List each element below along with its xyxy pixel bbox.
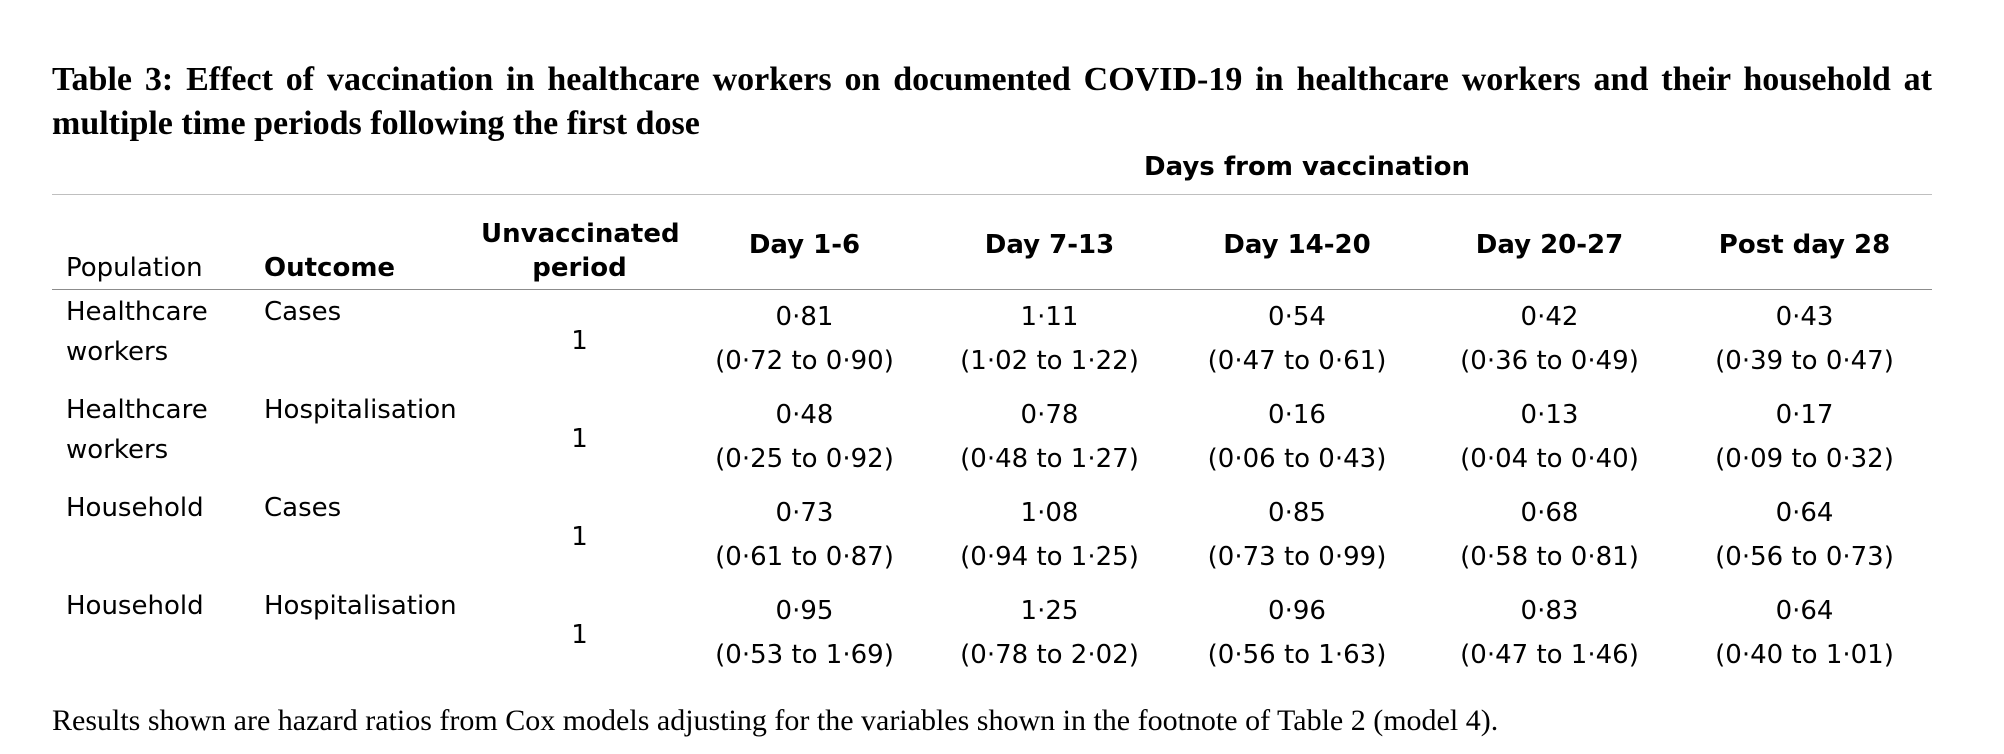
hazard-ratio: 0·43	[1775, 302, 1834, 332]
table-row	[52, 388, 1932, 486]
value-cell	[682, 486, 927, 584]
hazard-ratio: 0·95	[775, 596, 834, 626]
confidence-interval: (0·36 to 0·49)	[1460, 346, 1639, 376]
value-cell	[927, 486, 1172, 584]
table-footnote: Results shown are hazard ratios from Cox models adjusting for the variables shown in the footnote of Table 2 (model 4).	[52, 704, 1499, 737]
spanning-header-row	[52, 152, 1932, 195]
confidence-interval: (0·73 to 0·99)	[1207, 542, 1387, 572]
hazard-ratio: 0·16	[1268, 400, 1326, 430]
hazard-ratio: 0·17	[1775, 400, 1834, 430]
hazard-ratio: 0·54	[1268, 302, 1326, 332]
confidence-interval: (0·47 to 1·46)	[1460, 640, 1639, 670]
confidence-interval: (0·53 to 1·69)	[715, 640, 894, 670]
outcome-cell: Cases	[264, 493, 342, 523]
hazard-ratio: 0·48	[775, 400, 834, 430]
value-cell	[1172, 388, 1422, 486]
confidence-interval: (0·04 to 0·40)	[1460, 444, 1639, 474]
unvaccinated-period-header: Unvaccinated period	[477, 195, 682, 290]
population-cell: Household	[66, 591, 204, 621]
value-cell	[1422, 290, 1677, 389]
hazard-ratio: 0·73	[775, 498, 834, 528]
hazard-ratio: 1·25	[1020, 596, 1079, 626]
confidence-interval: (0·72 to 0·90)	[715, 346, 894, 376]
value-cell	[927, 584, 1172, 682]
value-cell	[1677, 584, 1932, 682]
results-table	[52, 152, 1932, 682]
confidence-interval: (0·39 to 0·47)	[1715, 346, 1894, 376]
hazard-ratio: 0·64	[1775, 596, 1834, 626]
table-row	[52, 486, 1932, 584]
hazard-ratio: 0·96	[1268, 596, 1326, 626]
unvaccinated-cell: 1	[571, 620, 588, 650]
table-row	[52, 290, 1932, 389]
confidence-interval: (0·94 to 1·25)	[960, 542, 1139, 572]
confidence-interval: (0·25 to 0·92)	[715, 444, 894, 474]
hazard-ratio: 0·42	[1520, 302, 1579, 332]
column-header-row	[52, 195, 1932, 290]
value-cell	[1172, 486, 1422, 584]
value-cell	[927, 290, 1172, 389]
value-cell	[682, 388, 927, 486]
population-cell: Household	[66, 493, 204, 523]
value-cell	[927, 388, 1172, 486]
population-cell: Healthcare workers	[66, 297, 208, 367]
hazard-ratio: 0·85	[1268, 498, 1326, 528]
hazard-ratio: 0·78	[1020, 400, 1079, 430]
value-cell	[1422, 388, 1677, 486]
hazard-ratio: 1·08	[1020, 498, 1079, 528]
outcome-cell: Hospitalisation	[264, 591, 457, 621]
population-header: Population	[52, 195, 252, 290]
table-caption: Table 3: Effect of vaccination in healthcare workers on documented COVID-19 in healthcare workers and their household at multiple time periods following the first dose	[52, 61, 1932, 142]
value-cell	[1677, 290, 1932, 389]
confidence-interval: (0·58 to 0·81)	[1460, 542, 1639, 572]
confidence-interval: (0·56 to 1·63)	[1207, 640, 1387, 670]
outcome-header: Outcome	[252, 195, 477, 290]
confidence-interval: (1·02 to 1·22)	[960, 346, 1139, 376]
confidence-interval: (0·40 to 1·01)	[1715, 640, 1894, 670]
value-cell	[1422, 486, 1677, 584]
unvaccinated-cell: 1	[571, 424, 588, 454]
table-figure	[52, 58, 1932, 738]
day-7-13-header: Day 7-13	[927, 195, 1172, 290]
hazard-ratio: 0·64	[1775, 498, 1834, 528]
hazard-ratio: 0·13	[1520, 400, 1579, 430]
hazard-ratio: 0·68	[1520, 498, 1579, 528]
value-cell	[1677, 388, 1932, 486]
value-cell	[1677, 486, 1932, 584]
unvaccinated-cell: 1	[571, 522, 588, 552]
value-cell	[682, 290, 927, 389]
confidence-interval: (0·78 to 2·02)	[960, 640, 1139, 670]
outcome-cell: Hospitalisation	[264, 395, 457, 425]
table-row	[52, 584, 1932, 682]
confidence-interval: (0·48 to 1·27)	[960, 444, 1139, 474]
days-from-vaccination-header: Days from vaccination	[682, 152, 1932, 195]
value-cell	[1172, 290, 1422, 389]
hazard-ratio: 0·83	[1520, 596, 1579, 626]
value-cell	[1422, 584, 1677, 682]
confidence-interval: (0·06 to 0·43)	[1207, 444, 1387, 474]
unvaccinated-cell: 1	[571, 326, 588, 356]
confidence-interval: (0·47 to 0·61)	[1207, 346, 1387, 376]
post-day-28-header: Post day 28	[1677, 195, 1932, 290]
hazard-ratio: 1·11	[1020, 302, 1079, 332]
hazard-ratio: 0·81	[775, 302, 834, 332]
value-cell	[682, 584, 927, 682]
confidence-interval: (0·09 to 0·32)	[1715, 444, 1894, 474]
day-20-27-header: Day 20-27	[1422, 195, 1677, 290]
day-14-20-header: Day 14-20	[1172, 195, 1422, 290]
value-cell	[1172, 584, 1422, 682]
confidence-interval: (0·61 to 0·87)	[715, 542, 894, 572]
day-1-6-header: Day 1-6	[682, 195, 927, 290]
confidence-interval: (0·56 to 0·73)	[1715, 542, 1894, 572]
spanning-header-blank	[52, 152, 682, 195]
population-cell: Healthcare workers	[66, 395, 208, 465]
outcome-cell: Cases	[264, 297, 342, 327]
